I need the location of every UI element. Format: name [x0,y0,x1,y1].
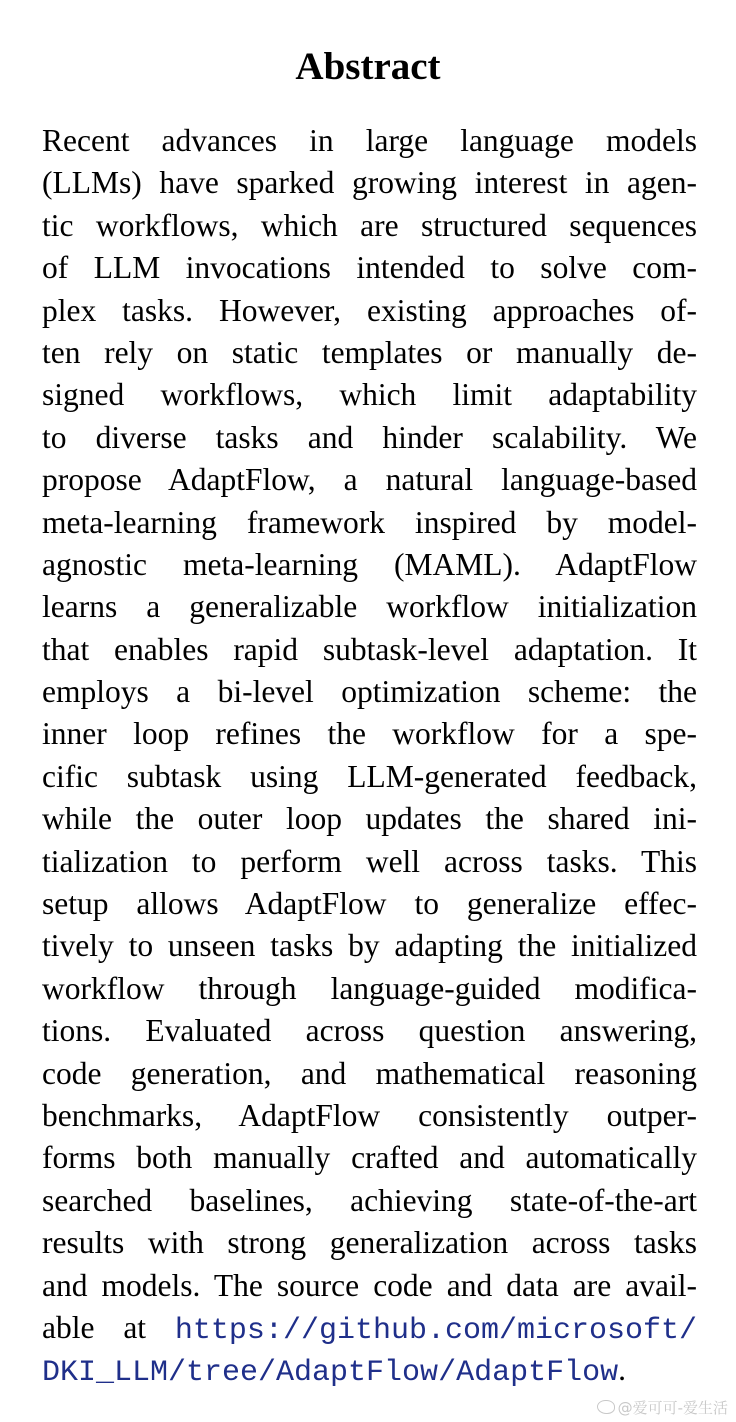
abstract-line: agnostic meta-learning (MAML). AdaptFlow [42,546,697,582]
abstract-line: signed workflows, which limit adaptability [42,377,697,413]
abstract-line: that enables rapid subtask-level adaptation. It [42,631,697,667]
abstract-line: employs a bi-level optimization scheme: the [42,674,697,710]
abstract-line: learns a generalizable workflow initialization [42,589,697,625]
abstract-line: setup allows AdaptFlow to generalize effec- [42,886,697,922]
abstract-line: workflow through language-guided modifica- [42,970,697,1006]
abstract-line: to diverse tasks and hinder scalability. We [42,419,697,455]
abstract-url-line [42,1349,697,1391]
abstract-line: benchmarks, AdaptFlow consistently outper- [42,1097,697,1133]
abstract-line: cific subtask using LLM-generated feedback, [42,758,697,794]
watermark-text: @爱可可-爱生活 [617,1399,728,1417]
source-code-link-part1[interactable]: https://github.com/microsoft/ [174,1313,698,1348]
abstract-line: ten rely on static templates or manually de- [42,334,697,370]
abstract-line: of LLM invocations intended to solve com- [42,250,697,286]
weibo-watermark [597,1397,728,1418]
url-line-prefix: able at [42,1309,147,1345]
abstract-line: propose AdaptFlow, a natural language-based [42,462,697,498]
abstract-line: tic workflows, which are structured sequences [42,207,697,243]
abstract-line: tions. Evaluated across question answering, [42,1013,697,1049]
abstract-line: tialization to perform well across tasks. This [42,843,697,879]
weibo-icon [597,1400,615,1414]
abstract-line: results with strong generalization across tasks [42,1225,697,1261]
abstract-line: forms both manually crafted and automatically [42,1140,697,1176]
abstract-line: tively to unseen tasks by adapting the initialized [42,928,697,964]
abstract-url-line [42,1307,697,1349]
url-suffix: . [618,1352,626,1388]
abstract-line: meta-learning framework inspired by model- [42,504,697,540]
source-code-link-part2[interactable]: DKI_LLM/tree/AdaptFlow/AdaptFlow [42,1356,619,1391]
abstract-line: Recent advances in large language models [42,123,697,158]
abstract-line: inner loop refines the workflow for a spe- [42,716,697,752]
abstract-line: while the outer loop updates the shared ini- [42,801,697,837]
abstract-heading: Abstract [295,45,441,88]
abstract-body [42,120,697,1392]
abstract-line: searched baselines, achieving state-of-the-art [42,1182,697,1218]
abstract-line: code generation, and mathematical reasoning [42,1055,697,1091]
abstract-line: plex tasks. However, existing approaches of- [42,292,697,328]
abstract-line: (LLMs) have sparked growing interest in agen- [42,165,697,201]
abstract-line: and models. The source code and data are avail- [42,1267,697,1303]
